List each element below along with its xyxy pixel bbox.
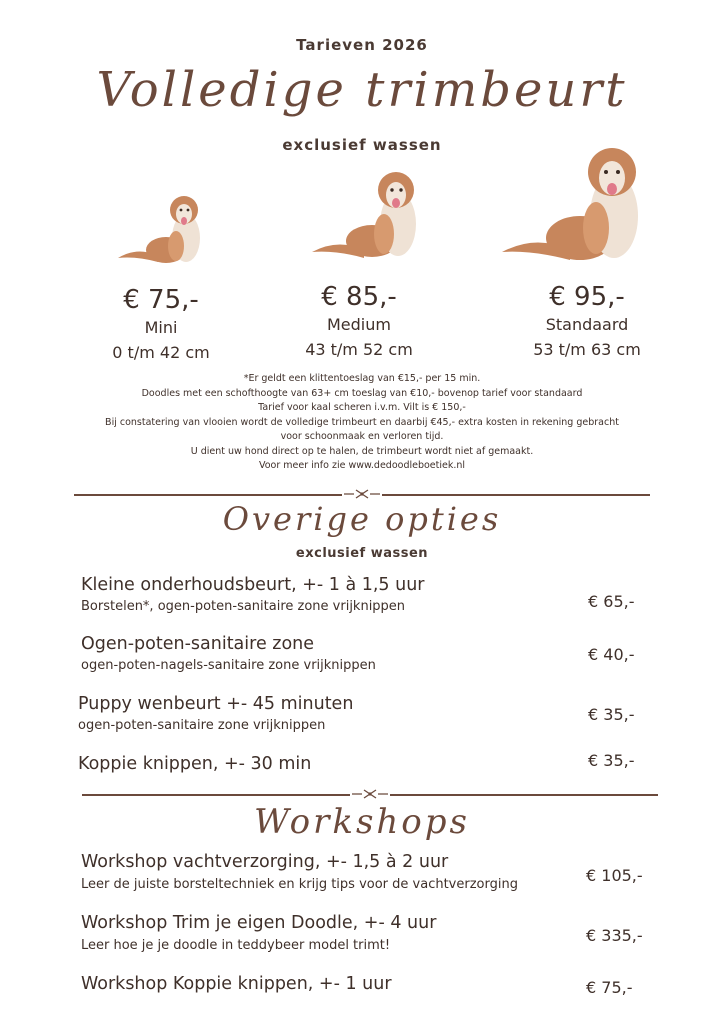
note-line: Bij constatering van vlooien wordt de volledige trimbeurt en daarbij €45,- extra kosten in rekening gebracht bbox=[105, 416, 619, 428]
size-name: Medium bbox=[327, 315, 391, 334]
item-title: Puppy wenbeurt +- 45 minuten bbox=[78, 694, 354, 714]
note-line: Doodles met een schofthoogte van 63+ cm toeslag van €10,- bovenop tarief voor standaard bbox=[141, 387, 583, 399]
size-card-medium bbox=[278, 282, 440, 359]
size-price: € 75,- bbox=[123, 285, 199, 315]
section-title-overige: Overige opties bbox=[222, 500, 502, 538]
item-description: Leer de juiste borsteltechniek en krijg tips voor de vachtverzorging bbox=[81, 877, 518, 892]
item-price: € 75,- bbox=[586, 978, 633, 997]
notes-block bbox=[60, 372, 664, 474]
item-price: € 35,- bbox=[588, 751, 635, 770]
item-title: Koppie knippen, +- 30 min bbox=[78, 754, 312, 774]
size-name: Standaard bbox=[545, 315, 629, 334]
item-title: Kleine onderhoudsbeurt, +- 1 à 1,5 uur bbox=[81, 575, 425, 595]
item-price: € 335,- bbox=[586, 926, 643, 945]
item-title: Workshop Trim je eigen Doodle, +- 4 uur bbox=[81, 913, 437, 933]
list-item bbox=[81, 974, 392, 994]
size-price: € 85,- bbox=[321, 282, 397, 312]
dog-standaard-illustration bbox=[502, 138, 648, 264]
size-range: 43 t/m 52 cm bbox=[305, 340, 413, 359]
list-item bbox=[81, 852, 518, 892]
item-title: Ogen-poten-sanitaire zone bbox=[81, 634, 315, 654]
note-line: *Er geldt een klittentoeslag van €15,- per 15 min. bbox=[243, 373, 481, 384]
size-card-standaard bbox=[506, 282, 668, 359]
item-title: Workshop vachtverzorging, +- 1,5 à 2 uur bbox=[81, 852, 449, 872]
item-price: € 105,- bbox=[586, 866, 643, 885]
note-line: voor schoonmaak en verloren tijd. bbox=[280, 431, 444, 442]
note-line: U dient uw hond direct op te halen, de trimbeurt wordt niet af gemaakt. bbox=[190, 445, 534, 457]
list-item bbox=[81, 634, 376, 673]
list-item bbox=[78, 694, 353, 733]
page-title: Volledige trimbeurt bbox=[96, 62, 628, 118]
list-item bbox=[81, 575, 425, 614]
size-card-mini bbox=[80, 285, 242, 362]
size-price: € 95,- bbox=[549, 282, 625, 312]
size-range: 53 t/m 63 cm bbox=[533, 340, 641, 359]
size-range: 0 t/m 42 cm bbox=[112, 343, 210, 362]
kicker: Tarieven 2026 bbox=[296, 36, 428, 54]
note-line: Tarief voor kaal scheren i.v.m. Vilt is € 150,- bbox=[258, 402, 466, 413]
note-line: Voor meer info zie www.dedoodleboetiek.nl bbox=[258, 460, 466, 471]
item-description: ogen-poten-sanitaire zone vrijknippen bbox=[78, 718, 326, 733]
list-item bbox=[78, 754, 311, 774]
item-description: Borstelen*, ogen-poten-sanitaire zone vrijknippen bbox=[81, 599, 406, 614]
item-price: € 35,- bbox=[588, 705, 635, 724]
section-title-workshops: Workshops bbox=[254, 802, 470, 842]
section-subtitle-overige: exclusief wassen bbox=[295, 546, 429, 561]
page-subtitle: exclusief wassen bbox=[282, 136, 442, 154]
ornament-icon bbox=[342, 489, 382, 499]
list-item bbox=[81, 913, 436, 953]
ornament-icon bbox=[350, 789, 390, 799]
item-description: ogen-poten-nagels-sanitaire zone vrijknippen bbox=[81, 658, 376, 673]
item-title: Workshop Koppie knippen, +- 1 uur bbox=[81, 974, 392, 994]
dog-mini-illustration bbox=[118, 186, 210, 266]
item-description: Leer hoe je je doodle in teddybeer model trimt! bbox=[81, 938, 391, 953]
dog-medium-illustration bbox=[312, 162, 424, 262]
item-price: € 40,- bbox=[588, 645, 635, 664]
size-name: Mini bbox=[144, 318, 178, 337]
item-price: € 65,- bbox=[588, 592, 635, 611]
